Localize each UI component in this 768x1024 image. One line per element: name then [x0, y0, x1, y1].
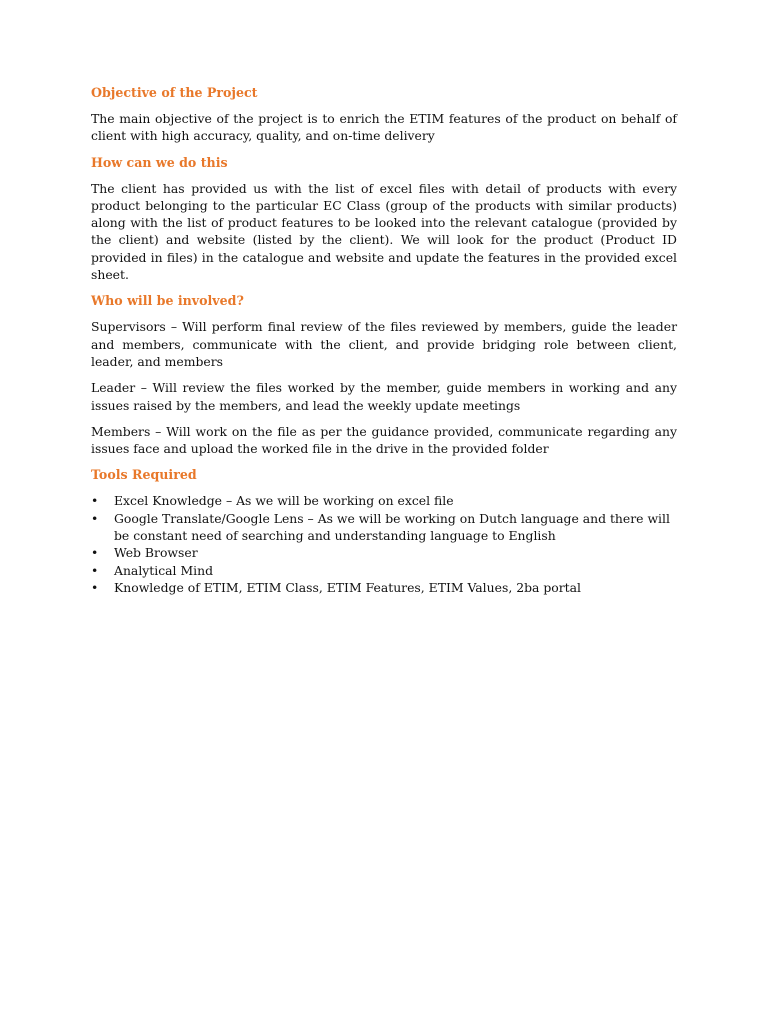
tools-list [91, 492, 677, 596]
paragraph-how: The client has provided us with the list of excel files with detail of products with every product belonging to the particular EC Class (group of the products with similar products) along with the list of product features to be looked into the relevant catalogue (provided by the client) and website (listed by the client). We will look for the product (Product ID provided in files) in the catalogue and website and update the features in the provided excel sheet. [91, 180, 677, 283]
heading-objective: Objective of the Project [91, 85, 258, 100]
list-item [91, 579, 677, 596]
heading-who: Who will be involved? [91, 293, 244, 309]
paragraph-members: Members – Will work on the file as per the guidance provided, communicate regarding any issues face and upload the worked file in the drive in the provided folder [91, 423, 677, 457]
paragraph-objective: The main objective of the project is to enrich the ETIM features of the product on behalf of client with high accuracy, quality, and on-time delivery [91, 111, 677, 144]
document-page [91, 84, 677, 596]
list-item [91, 562, 677, 579]
list-item [91, 492, 677, 509]
bullet-icon: • [91, 493, 99, 509]
list-item-text: Google Translate/Google Lens – As we will be working on Dutch language and there will be constant need of searching and understanding language to English [114, 510, 670, 544]
heading-how: How can we do this [91, 154, 228, 170]
list-item-text: Knowledge of ETIM, ETIM Class, ETIM Features, ETIM Values, 2ba portal [114, 579, 581, 595]
heading-tools: Tools Required [91, 467, 197, 483]
list-item-text: Web Browser [114, 545, 198, 561]
list-item-text: Analytical Mind [114, 562, 214, 578]
bullet-icon: • [91, 562, 99, 578]
list-item [91, 510, 677, 545]
bullet-icon: • [91, 579, 99, 595]
paragraph-leader: Leader – Will review the files worked by the member, guide members in working and any issues raised by the members, and lead the weekly update meetings [91, 380, 677, 413]
bullet-icon: • [91, 545, 99, 561]
list-item [91, 544, 677, 561]
bullet-icon: • [91, 510, 99, 526]
list-item-text: Excel Knowledge – As we will be working on excel file [114, 493, 454, 509]
paragraph-supervisors: Supervisors – Will perform final review of the files reviewed by members, guide the leader and members, communicate with the client, and provide bridging role between client, leader, and members [91, 319, 677, 369]
